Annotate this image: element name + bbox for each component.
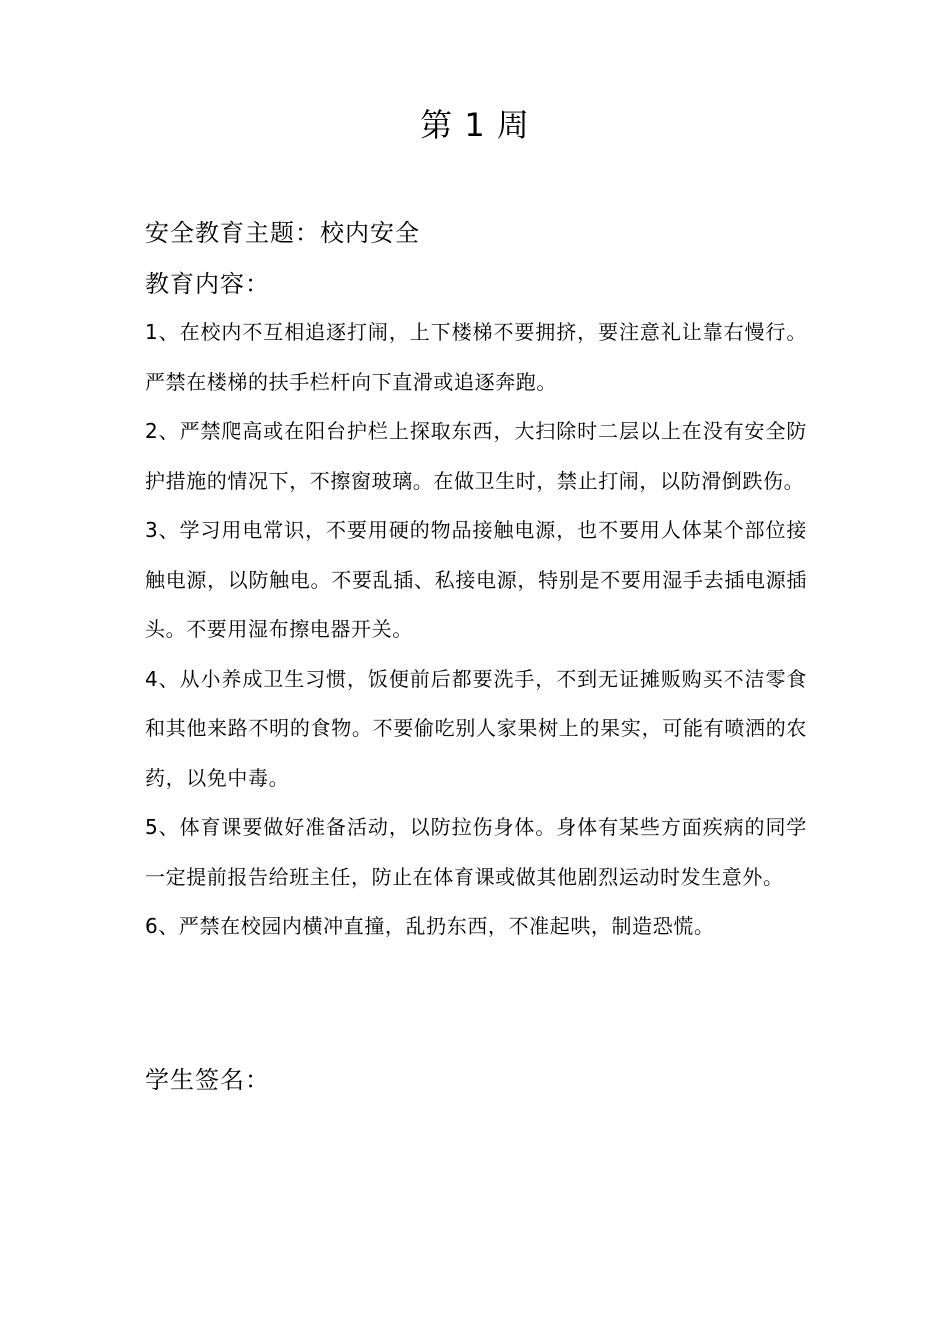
content-item-2: 2、严禁爬高或在阳台护栏上探取东西，大扫除时二层以上在没有安全防护措施的情况下，不擦窗玻璃。在做卫生时，禁止打闹，以防滑倒跌伤。 [145,419,807,493]
content-item-1: 1、在校内不互相追逐打闹，上下楼梯不要拥挤，要注意礼让靠右慢行。严禁在楼梯的扶手栏杆向下直滑或追逐奔跑。 [145,320,807,394]
content-item-4: 4、从小养成卫生习惯，饭便前后都要洗手，不到无证摊贩购买不洁零食和其他来路不明的食物。不要偷吃别人家果树上的果实，可能有喷洒的农药，以免中毒。 [145,666,807,790]
content-list [145,308,807,952]
student-signature-label: 学生签名： [145,1066,270,1094]
content-label: 教育内容： [145,270,270,298]
topic-heading: 安全教育主题：校内安全 [145,219,420,247]
content-item-5: 5、体育课要做好准备活动，以防拉伤身体。身体有某些方面疾病的同学一定提前报告给班主任，防止在体育课或做其他剧烈运动时发生意外。 [145,815,807,889]
content-item-6: 6、严禁在校园内横冲直撞，乱扔东西，不准起哄，制造恐慌。 [145,914,715,938]
page-title: 第 1 周 [420,106,530,144]
content-item-3: 3、学习用电常识，不要用硬的物品接触电源，也不要用人体某个部位接触电源，以防触电。不要乱插、私接电源，特别是不要用湿手去插电源插头。不要用湿布擦电器开关。 [145,518,807,641]
